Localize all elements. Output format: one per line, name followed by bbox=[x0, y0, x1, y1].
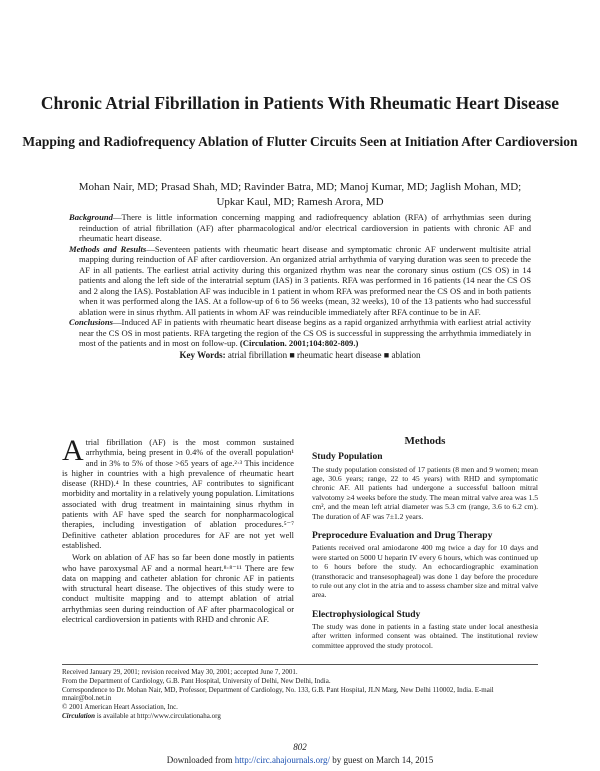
download-link[interactable]: http://circ.ahajournals.org/ bbox=[234, 755, 331, 765]
abstract-conclusions-text: —Induced AF in patients with rheumatic heart disease begins as a rapid organized arrhythmia with earliest atrial activity near the CS OS in most patients. RFA targeting the region of the CS OS is successful in suppressing the arrhythmia immediately in most of the patients and in most on follow-up. bbox=[79, 317, 531, 348]
page-number: 802 bbox=[293, 742, 307, 752]
drop-cap: A bbox=[62, 434, 84, 467]
intro-paragraph-2: Work on ablation of AF has so far been done mostly in patients who have paroxysmal AF and a normal heart.⁸·⁸⁻¹¹ There are few data on mapping and catheter ablation for chronic AF in patients with structural heart disease. The objectives of this study were to conduct multisite mapping and to attempt ablation of atrial arrhythmias seen during reinduction of AF after pharmacological or electrical cardioversion in patients with RHD and chronic AF. bbox=[62, 553, 294, 625]
ep-heading: Electrophysiological Study bbox=[312, 609, 421, 620]
footnote-copyright: © 2001 American Heart Association, Inc. bbox=[62, 703, 178, 712]
keywords-label: Key Words: bbox=[179, 350, 226, 360]
preprocedure-text: Patients received oral amiodarone 400 mg twice a day for 10 days and were started on 5000 U heparin IV every 6 hours, which was continued up to 6 hours before the study. An echocardiographic examination (transthoracic and transesophageal) was done 1 day before the procedure to rule out any clot in the atria and to assess chamber size and mitral valve area. bbox=[312, 543, 538, 600]
article-title: Chronic Atrial Fibrillation in Patients With Rheumatic Heart Disease bbox=[40, 93, 560, 113]
methods-column bbox=[312, 436, 538, 650]
study-population-text: The study population consisted of 17 patients (8 men and 9 women; mean age, 30.6 years; range, 22 to 45 years) with RHD and symptomatic chronic AF. All patients had undergone a successful balloon mitral valvotomy ≥4 weeks before the study. The mean mitral valve area was 1.5 cm², and the mean left atrial diameter was 5.3 cm (range, 3.6 to 6.2 cm). The duration of AF was 7±1.2 years. bbox=[312, 464, 538, 521]
footnote-journal bbox=[62, 712, 538, 721]
footnotes bbox=[62, 668, 538, 721]
footnote-from: From the Department of Cardiology, G.B. Pant Hospital, University of Delhi, New Delhi, India. bbox=[62, 676, 331, 685]
download-prefix: Downloaded from bbox=[166, 755, 233, 765]
abstract bbox=[69, 212, 531, 349]
intro-column bbox=[62, 434, 294, 625]
article-subtitle: Mapping and Radiofrequency Ablation of Flutter Circuits Seen at Initiation After Cardioversion bbox=[22, 134, 578, 149]
keywords bbox=[69, 349, 531, 361]
abstract-conclusions-label: Conclusions bbox=[69, 317, 113, 327]
study-population-heading: Study Population bbox=[312, 452, 383, 463]
intro-p1-text: trial fibrillation (AF) is the most common sustained arrhythmia, being present in 0.4% of the overall population¹ and in 3% to 5% of those >65 years of age.²·³ This incidence is higher in countries with a high prevalence of rheumatic heart disease (RHD).⁴ In these countries, AF contributes to significant morbidity and mortality in a relatively young population. Limitations associated with drug treatment in maintaining sinus rhythm in patients with AF have sped the search for nonpharmacological therapies, including investigation of ablation procedures.⁵⁻⁷ Definitive catheter ablation procedures for AF are not yet well established. bbox=[62, 438, 294, 550]
footnote-received: Received January 29, 2001; revision received May 30, 2001; accepted June 7, 2001. bbox=[62, 668, 298, 676]
author-list: Mohan Nair, MD; Prasad Shah, MD; Ravinder Batra, MD; Manoj Kumar, MD; Jaglish Mohan, MD; Upkar Kaul, MD; Ramesh Arora, MD bbox=[78, 181, 522, 208]
journal-name: Circulation bbox=[62, 711, 96, 720]
download-suffix: by guest on March 14, 2015 bbox=[332, 755, 434, 765]
preprocedure-heading: Preprocedure Evaluation and Drug Therapy bbox=[312, 531, 493, 542]
citation: (Circulation. 2001;104:802-809.) bbox=[239, 338, 359, 348]
journal-url: is available at http://www.circulationaha.org bbox=[96, 711, 221, 720]
abstract-methods-label: Methods and Results bbox=[69, 243, 147, 254]
abstract-background bbox=[69, 212, 531, 244]
abstract-methods bbox=[69, 244, 531, 318]
abstract-methods-text: —Seventeen patients with rheumatic heart disease and symptomatic chronic AF underwent multisite atrial mapping during reinduction of AF after cardioversion. An organized atrial arrhythmia of varying duration was seen to precede the AF in all patients. The earliest atrial activity during this organized rhythm was near the coronary sinus ostium (CS OS) in 14 patients and along the left side of the interatrial septum (IAS) in 3 patients. RFA was performed in 16 patients (14 near the CS OS and 2 along the IAS). Postablation AF was inducible in 1 patient in whom RFA was preformed near the CS OS and in both patients when it was performed along the IAS. At a follow-up of 6 to 56 weeks (mean, 32 weeks), 10 of the 13 patients who had successful ablation were in sinus rhythm. All patients in whom AF was reinducible immediately after RFA continue to be in AF. bbox=[79, 243, 531, 317]
abstract-conclusions bbox=[69, 317, 531, 349]
abstract-background-text: —There is little information concerning mapping and radiofrequency ablation (RFA) of arrhythmias seen during reinduction of atrial fibrillation (AF) after pharmacological and/or electrical cardioversion in patients with chronic AF and rheumatic heart disease. bbox=[79, 212, 531, 243]
abstract-background-label: Background bbox=[69, 212, 113, 222]
ep-text: The study was done in patients in a fasting state under local anesthesia after written informed consent was obtained. The institutional review committee approved the study protocol. bbox=[312, 622, 538, 650]
footnote-divider bbox=[62, 664, 538, 665]
methods-heading: Methods bbox=[404, 435, 446, 447]
intro-paragraph-1 bbox=[62, 434, 294, 551]
footnote-correspondence: Correspondence to Dr. Mohan Nair, MD, Professor, Department of Cardiology, No. 133, G.B. Pant Hospital, JLN Marg, New Delhi 110002, India. E-mail mnair@bol.net.in bbox=[62, 685, 494, 703]
keywords-items: atrial fibrillation ■ rheumatic heart disease ■ ablation bbox=[227, 350, 421, 360]
download-notice bbox=[0, 755, 600, 765]
